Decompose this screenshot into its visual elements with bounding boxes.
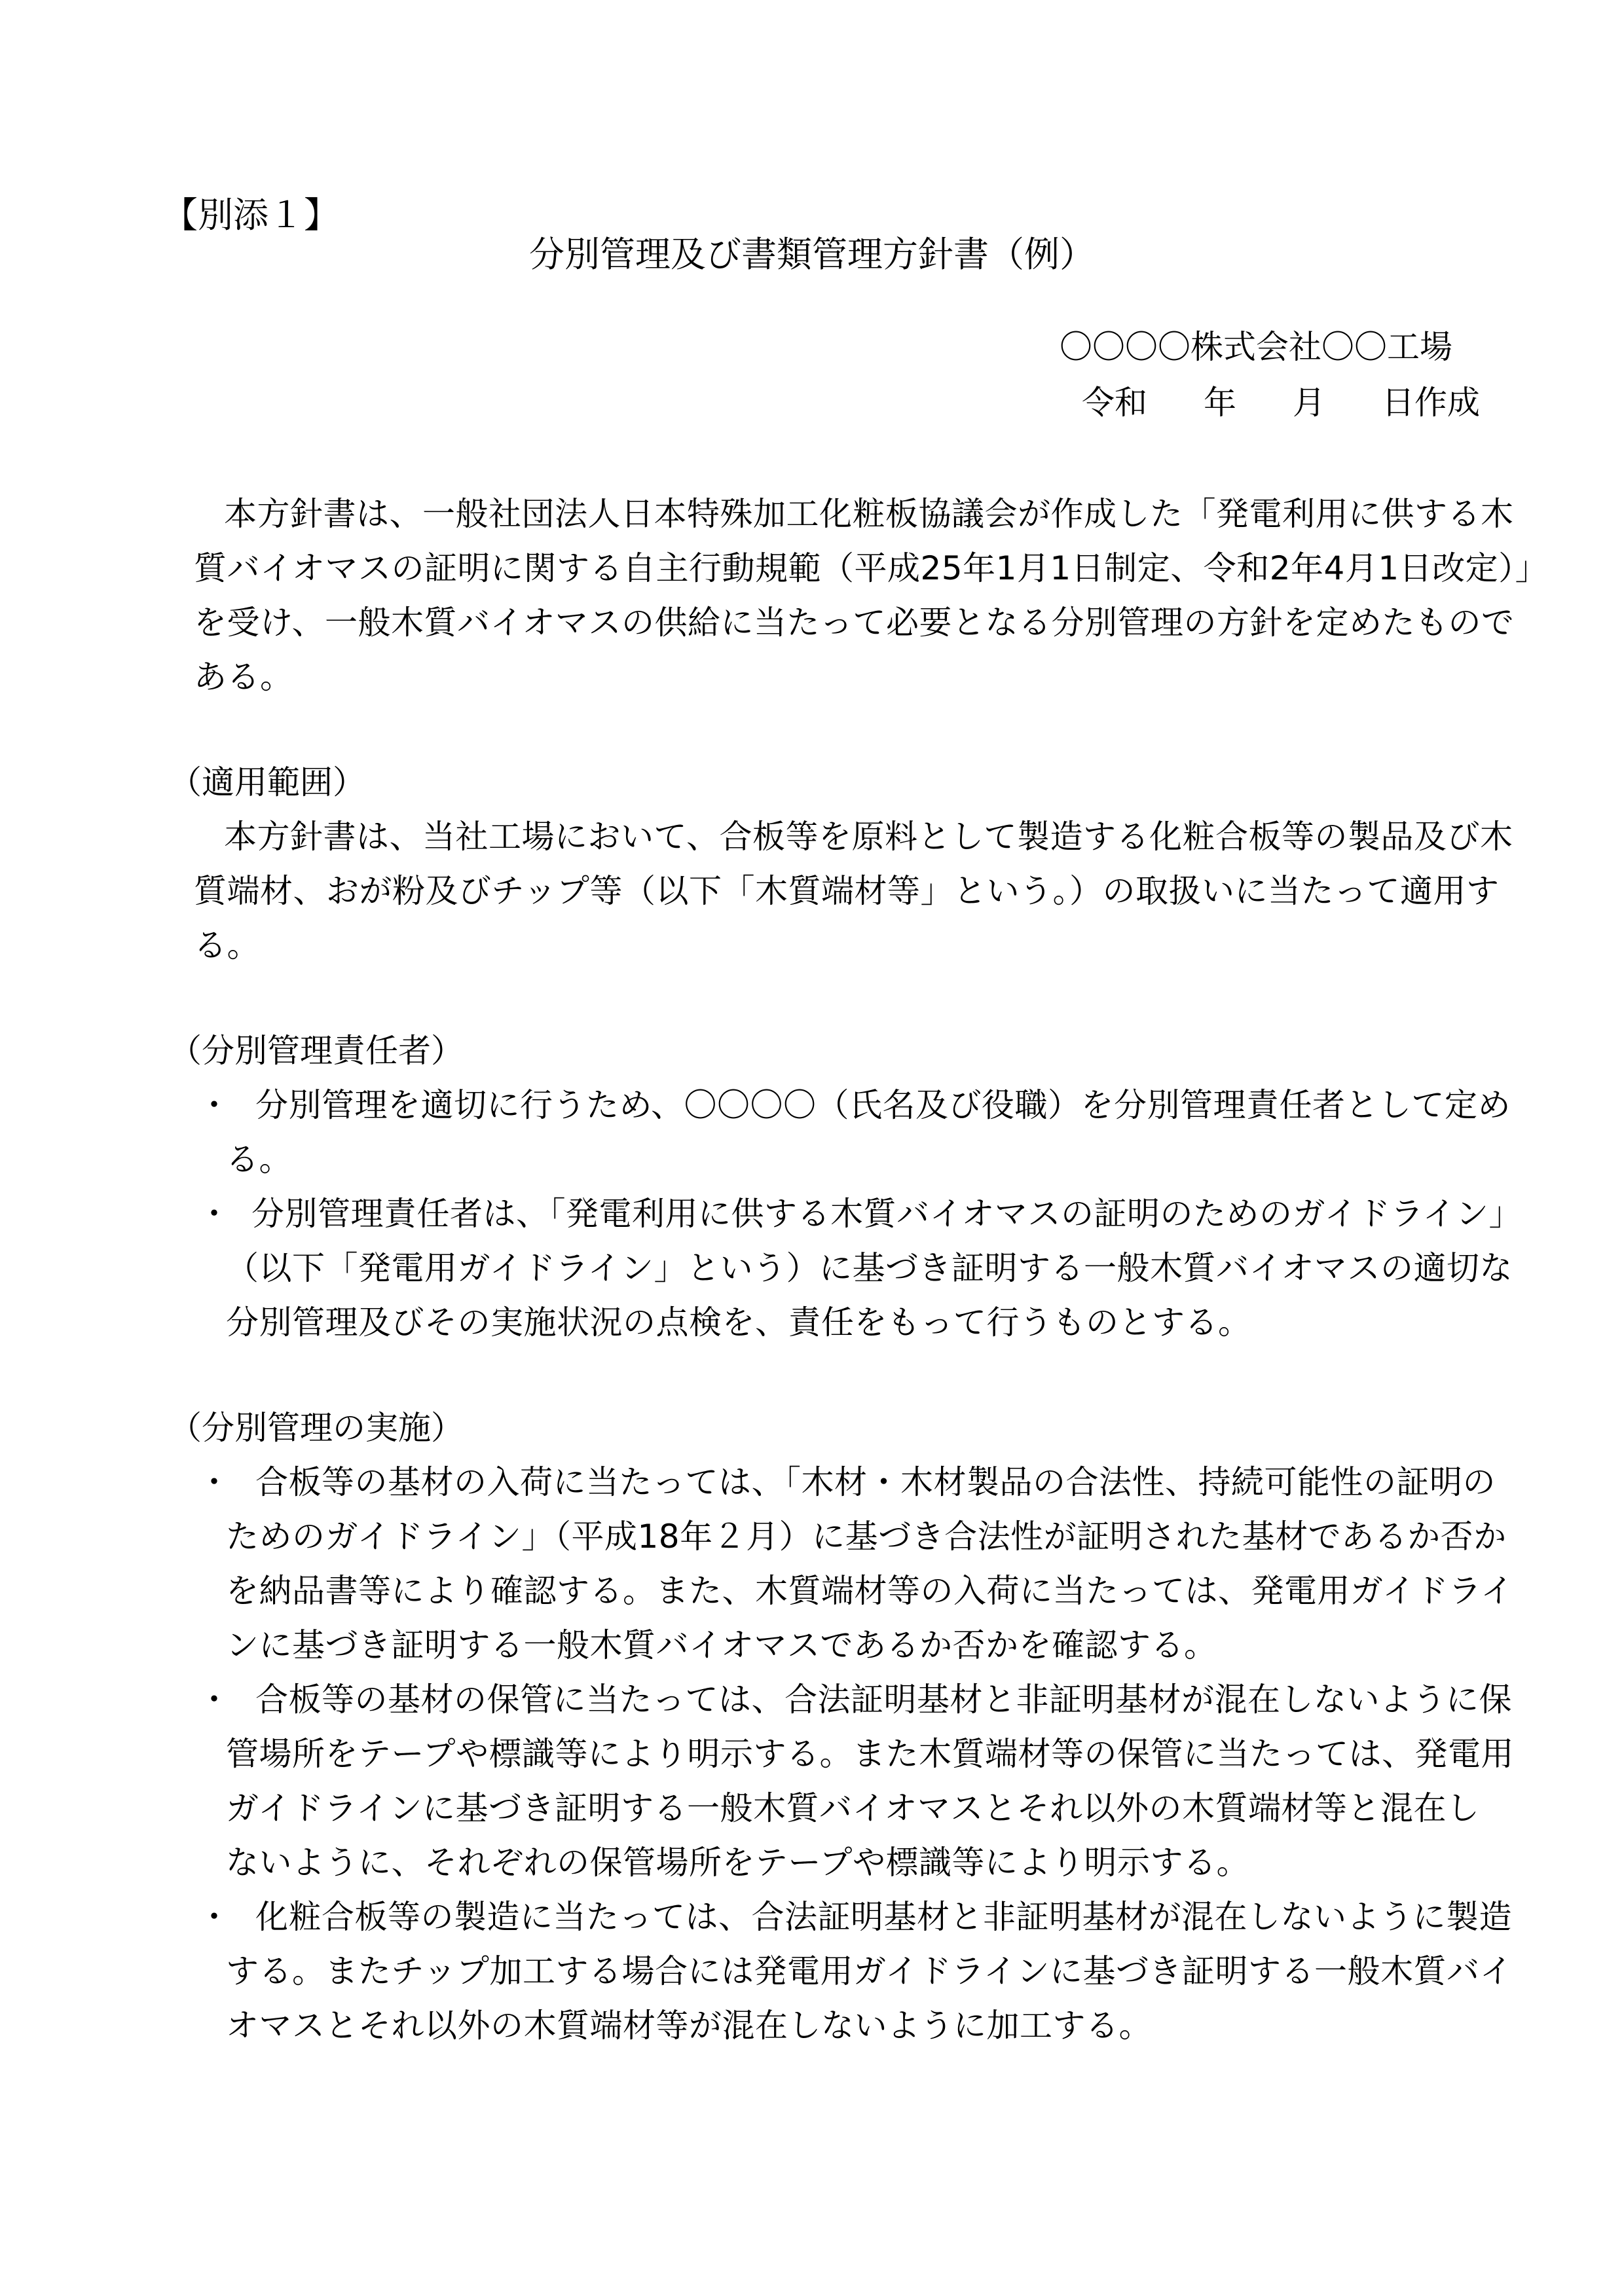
responsible-item-line: る。 [226,1140,292,1178]
implementation-item-line: ためのガイドライン」（平成18年２月）に基づき合法性が証明された基材であるか否か [226,1518,1507,1556]
intro-line: 質バイオマスの証明に関する自主行動規範（平成25年1月1日制定、令和2年4月1日改定）」 [194,549,1549,587]
date-era: 令和 [1082,384,1147,422]
implementation-item-line: 合板等の基材の入荷に当たっては、「木材・木材製品の合法性、持続可能性の証明の [255,1463,1496,1501]
annex-tag: 【別添１】 [162,194,339,236]
implementation-item-line: する。またチップ加工する場合には発電用ガイドラインに基づき証明する一般木質バイ [226,1952,1513,1990]
bullet-marker: ・ [198,1195,231,1233]
date-month: 月 [1293,384,1325,422]
responsible-item-line: （以下「発電用ガイドライン」という）に基づき証明する一般木質バイオマスの適切な [226,1249,1513,1287]
scope-line: る。 [194,926,260,964]
implementation-item-line: 化粧合板等の製造に当たっては、合法証明基材と非証明基材が混在しないように製造 [255,1898,1512,1936]
implementation-item-line: ンに基づき証明する一般木質バイオマスであるか否かを確認する。 [226,1626,1217,1664]
section-heading-implementation: （分別管理の実施） [169,1409,464,1447]
implementation-item-line: を納品書等により確認する。また、木質端材等の入荷に当たっては、発電用ガイドライ [226,1572,1514,1610]
implementation-item-line: 合板等の基材の保管に当たっては、合法証明基材と非証明基材が混在しないように保 [255,1681,1512,1719]
bullet-marker: ・ [198,1681,231,1719]
intro-line: ある。 [194,658,293,696]
document-title: 分別管理及び書類管理方針書（例） [529,234,1095,275]
responsible-item-line: 分別管理を適切に行うため、〇〇〇〇（氏名及び役職）を分別管理責任者として定め [255,1086,1511,1124]
responsible-item-line: 分別管理責任者は、「発電利用に供する木質バイオマスの証明のためのガイドライン」 [251,1195,1522,1233]
section-heading-responsible: （分別管理責任者） [169,1032,464,1070]
intro-line: を受け、一般木質バイオマスの供給に当たって必要となる分別管理の方針を定めたもので [194,604,1515,642]
scope-line: 質端材、おが粉及びチップ等（以下「木質端材等」という。）の取扱いに当たって適用す [194,872,1500,910]
implementation-item-line: オマスとそれ以外の木質端材等が混在しないように加工する。 [226,2007,1152,2045]
date-day: 日作成 [1382,384,1480,422]
creation-date [1082,384,1480,422]
scope-line: 本方針書は、当社工場において、合板等を原料として製造する化粧合板等の製品及び木 [224,818,1513,856]
bullet-marker: ・ [198,1086,231,1124]
bullet-marker: ・ [198,1898,231,1936]
intro-line: 本方針書は、一般社団法人日本特殊加工化粧板協議会が作成した「発電利用に供する木 [224,495,1514,533]
implementation-item-line: 管場所をテープや標識等により明示する。また木質端材等の保管に当たっては、発電用 [226,1735,1514,1773]
implementation-item-line: ないように、それぞれの保管場所をテープや標識等により明示する。 [226,1844,1249,1882]
implementation-item-line: ガイドラインに基づき証明する一般木質バイオマスとそれ以外の木質端材等と混在し [226,1789,1480,1827]
responsible-item-line: 分別管理及びその実施状況の点検を、責任をもって行うものとする。 [226,1303,1251,1341]
company-name: 〇〇〇〇株式会社〇〇工場 [1060,328,1452,366]
bullet-marker: ・ [198,1463,231,1501]
section-heading-scope: （適用範囲） [169,763,365,801]
date-year: 年 [1204,384,1236,422]
